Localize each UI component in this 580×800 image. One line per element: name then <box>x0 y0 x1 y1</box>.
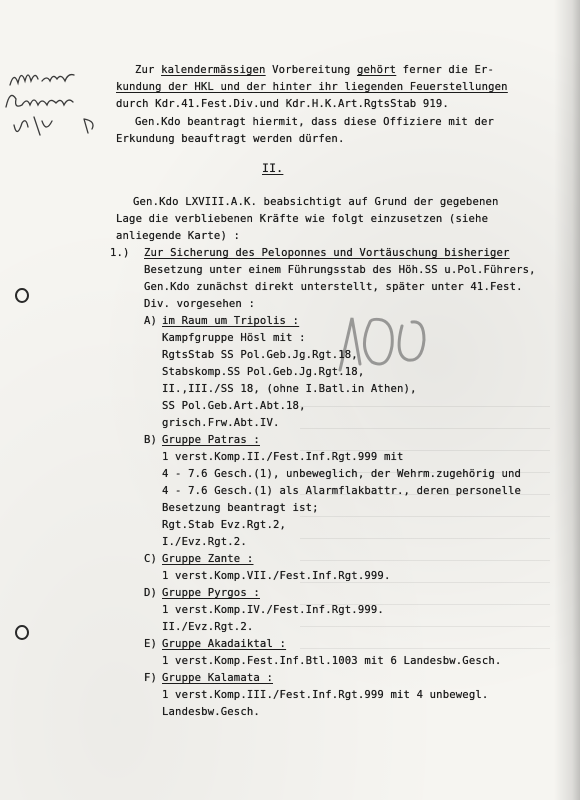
item-1-line-3: Gen.Kdo zunächst direkt unterstellt, später unter 41.Fest. <box>144 281 523 293</box>
group-b-title: Gruppe Patras : <box>162 434 260 446</box>
group-f-title: Gruppe Kalamata : <box>162 672 273 684</box>
group-e-line-1: 1 verst.Komp.Fest.Inf.Btl.1003 mit 6 Landesbw.Gesch. <box>162 655 502 667</box>
group-d-line-2: II./Evz.Rgt.2. <box>162 621 254 633</box>
intro-line-2: kundung der HKL und der hinter ihr liegenden Feuerstellungen <box>116 81 508 93</box>
item-1-title: Zur Sicherung des Peloponnes und Vortäuschung bisheriger <box>144 247 510 259</box>
punch-hole-icon <box>15 625 29 640</box>
intro-line-1: Zur kalendermässigen Vorbereitung gehört ferner die Er- <box>135 64 495 76</box>
group-d-label: D) <box>144 587 158 599</box>
group-d-line-1: 1 verst.Komp.IV./Fest.Inf.Rgt.999. <box>162 604 384 616</box>
group-a-line-2: RgtsStab SS Pol.Geb.Jg.Rgt.18, <box>162 349 358 361</box>
group-c-line-1: 1 verst.Komp.VII./Fest.Inf.Rgt.999. <box>162 570 391 582</box>
group-b-line-5: Rgt.Stab Evz.Rgt.2, <box>162 519 287 531</box>
intro-line-5: Erkundung beauftragt werden dürfen. <box>116 133 345 145</box>
item-1-line-2: Besetzung unter einem Führungsstab des Höh.SS u.Pol.Führers, <box>144 264 536 276</box>
group-b-line-6: I./Evz.Rgt.2. <box>162 536 247 548</box>
group-b-label: B) <box>144 434 158 446</box>
group-b-line-1: 1 verst.Komp.II./Fest.Inf.Rgt.999 mit <box>162 451 404 463</box>
group-a-line-4: II.,III./SS 18, (ohne I.Batl.in Athen), <box>162 383 417 395</box>
intro-line-3: durch Kdr.41.Fest.Div.und Kdr.H.K.Art.RgtsStab 919. <box>116 98 449 110</box>
group-f-label: F) <box>144 672 158 684</box>
plan-line-1: Gen.Kdo LXVIII.A.K. beabsichtigt auf Grund der gegebenen <box>133 196 499 208</box>
handwritten-margin-note <box>2 55 112 165</box>
item-1-number: 1.) <box>110 247 130 259</box>
group-f-line-1: 1 verst.Komp.III./Fest.Inf.Rgt.999 mit 4 unbewegl. <box>162 689 489 701</box>
group-b-line-3: 4 - 7.6 Gesch.(1) als Alarmflakbattr., deren personelle <box>162 485 522 497</box>
group-b-line-2: 4 - 7.6 Gesch.(1), unbeweglich, der Wehrm.zugehörig und <box>162 468 522 480</box>
section-heading: II. <box>262 161 284 175</box>
intro-line-4: Gen.Kdo beantragt hiermit, dass diese Offiziere mit der <box>135 116 495 128</box>
group-e-title: Gruppe Akadaiktal : <box>162 638 287 650</box>
plan-line-2: Lage die verbliebenen Kräfte wie folgt einzusetzen (siehe <box>116 213 489 225</box>
group-a-title: im Raum um Tripolis : <box>162 315 300 327</box>
group-e-label: E) <box>144 638 158 650</box>
group-a-line-5: SS Pol.Geb.Art.Abt.18, <box>162 400 306 412</box>
group-c-title: Gruppe Zante : <box>162 553 254 565</box>
group-b-line-4: Besetzung beantragt ist; <box>162 502 319 514</box>
group-a-line-6: grisch.Frw.Abt.IV. <box>162 417 280 429</box>
punch-hole-icon <box>15 288 29 303</box>
group-f-line-2: Landesbw.Gesch. <box>162 706 260 718</box>
plan-line-3: anliegende Karte) : <box>116 230 241 242</box>
group-a-line-1: Kampfgruppe Hösl mit : <box>162 332 306 344</box>
group-d-title: Gruppe Pyrgos : <box>162 587 260 599</box>
group-c-label: C) <box>144 553 158 565</box>
item-1-line-4: Div. vorgesehen : <box>144 298 255 310</box>
group-a-label: A) <box>144 315 158 327</box>
group-a-line-3: Stabskomp.SS Pol.Geb.Jg.Rgt.18, <box>162 366 365 378</box>
page-edge-shadow <box>554 0 580 800</box>
